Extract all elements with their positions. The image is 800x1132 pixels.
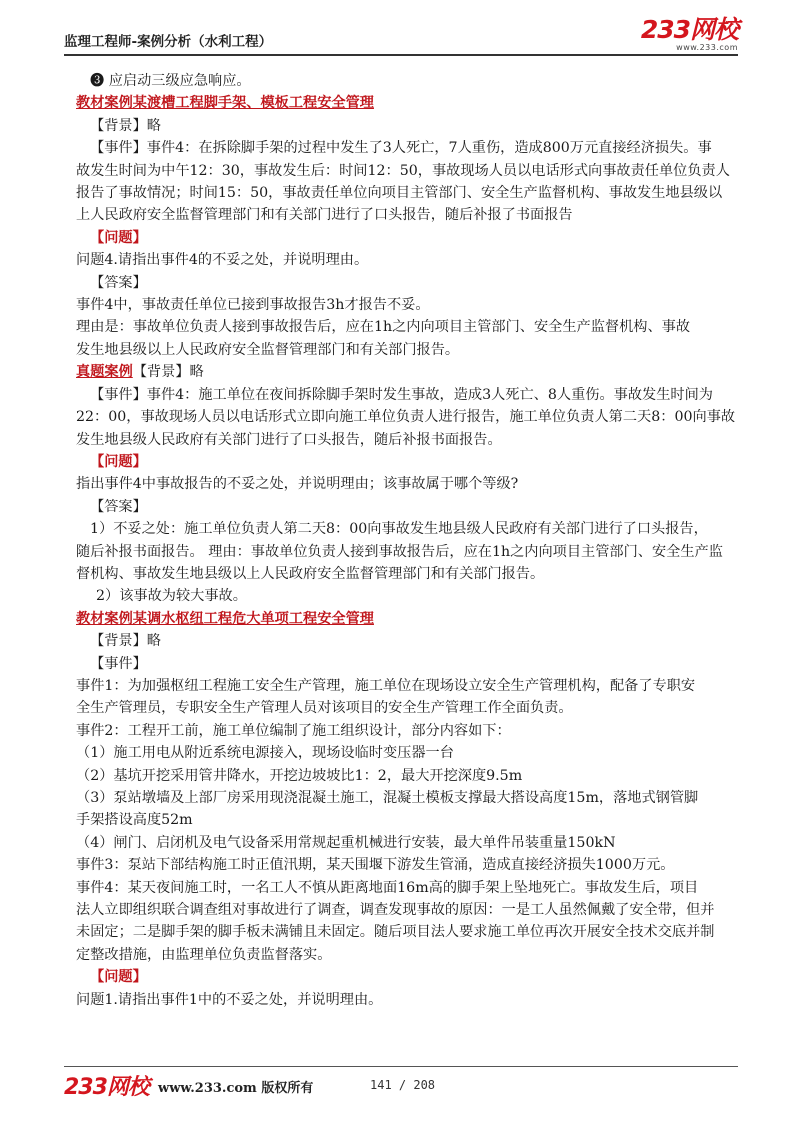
footer-copyright: www.233.com 版权所有 [158,1081,314,1096]
text-line: 随后补报书面报告。 理由：事故单位负责人接到事故报告后，应在1h之内向项目主管部门、安全生产监 [76,543,723,560]
text-line: 问题4.请指出事件4的不妥之处，并说明理由。 [76,252,369,269]
text-line: ❸ 应启动三级应急响应。 [90,73,251,89]
text-line: 【背景】略 [90,633,161,650]
text-line: 理由是：事故单位负责人接到事故报告后，应在1h之内向项目主管部门、安全生产监督机构、事故 [76,319,691,336]
section-heading: 教材案例某渡槽工程脚手架、模板工程安全管理 [76,95,374,112]
text-line: 发生地县级以上人民政府安全监督管理部门和有关部门报告。 [76,341,460,358]
text-line: 2）该事故为较大事故。 [96,588,247,605]
logo-url: www.233.com [676,43,738,52]
text-line [76,92,738,114]
text-line: 【背景】略 [90,117,161,134]
question-tag: 【问题】 [90,453,147,470]
page-footer [0,1060,800,1132]
section-suffix: 【背景】略 [132,364,204,381]
footer-divider [64,1066,738,1067]
section-heading: 真题案例 [76,364,133,381]
text-line [76,608,738,630]
text-line: 问题1.请指出事件1中的不妥之处，并说明理由。 [76,991,383,1008]
text-line: 故发生时间为中午12：30，事故发生后：时间12：50，事故现场人员以电话形式向事故责任单位负责人 [76,162,730,179]
section-heading: 教材案例某调水枢纽工程危大单项工程安全管理 [76,610,374,627]
brand-logo [641,17,738,52]
text-line: 手架搭设高度52m [76,812,193,829]
logo-text: 233网校 [640,15,738,44]
question-tag: 【问题】 [90,969,147,986]
text-line: 全生产管理员，专职安全生产管理人员对该项目的安全生产管理工作全面负责。 [76,700,573,717]
text-line: 发生地县级人民政府有关部门进行了口头报告，随后补报书面报告。 [76,431,502,448]
text-line: （1）施工用电从附近系统电源接入，现场设临时变压器一台 [76,745,454,762]
text-line [90,227,738,249]
text-line: 事件3：泵站下部结构施工时正值汛期，某天围堰下游发生管涌，造成直接经济损失1000万元。 [76,857,675,874]
text-line [90,966,738,988]
document-title: 监理工程师-案例分析（水利工程） [64,34,273,50]
text-line: 事件1：为加强枢纽工程施工安全生产管理，施工单位在现场设立安全生产管理机构，配备了专职安 [76,677,696,694]
text-line: 22：00，事故现场人员以电话形式立即向施工单位负责人进行报告，施工单位负责人第二天8：00向事故 [76,409,736,426]
text-line: 未固定；二是脚手架的脚手板未满铺且未固定。随后项目法人要求施工单位再次开展安全技术交底并制 [76,924,715,941]
text-line: 事件2：工程开工前，施工单位编制了施工组织设计，部分内容如下： [76,722,511,739]
text-line: 【事件】事件4：在拆除脚手架的过程中发生了3人死亡，7人重伤，造成800万元直接经济损失。事 [90,140,712,157]
text-line: 【答案】 [90,274,147,291]
text-line: （2）基坑开挖采用管井降水，开挖边坡坡比1：2，最大开挖深度9.5m [76,767,523,784]
text-line: 事件4中，事故责任单位已接到事故报告3h才报告不妥。 [76,297,430,314]
question-tag: 【问题】 [90,229,147,246]
text-line: （3）泵站墩墙及上部厂房采用现浇混凝土施工，混凝土模板支撑最大搭设高度15m，落地式钢管脚 [76,790,699,806]
text-line: 上人民政府安全监督管理部门和有关部门进行了口头报告，随后补报了书面报告 [76,207,573,224]
text-line: 【答案】 [90,498,147,515]
text-line: （4）闸门、启闭机及电气设备采用常规起重机械进行安装，最大单件吊装重量150kN [76,834,616,851]
header-divider [64,54,738,56]
text-line: 事件4：某天夜间施工时，一名工人不慎从距离地面16m高的脚手架上坠地死亡。事故发生后，项目 [76,879,699,896]
page-number: 141 / 208 [370,1078,436,1092]
document-body [76,70,738,1011]
page-header [0,0,800,60]
text-line: 指出事件4中事故报告的不妥之处，并说明理由；该事故属于哪个等级? [76,476,519,493]
text-line: 【事件】 [90,655,147,672]
text-line [90,451,738,473]
text-line: 1）不妥之处：施工单位负责人第二天8：00向事故发生地县级人民政府有关部门进行了口头报告， [90,521,708,538]
footer-logo: 233网校 [64,1075,149,1100]
text-line: 法人立即组织联合调查组对事故进行了调查，调查发现事故的原因：一是工人虽然佩戴了安全带，但并 [76,902,715,919]
text-line: 【事件】事件4：施工单位在夜间拆除脚手架时发生事故，造成3人死亡、8人重伤。事故发生时间为 [90,386,713,403]
text-line: 报告了事故情况；时间15：50，事故责任单位向项目主管部门、安全生产监督机构、事故发生地县级以 [76,185,723,202]
text-line [76,361,738,383]
text-line: 定整改措施，由监理单位负责监督落实。 [76,946,332,963]
text-line: 督机构、事故发生地县级以上人民政府安全监督管理部门和有关部门报告。 [76,565,545,582]
